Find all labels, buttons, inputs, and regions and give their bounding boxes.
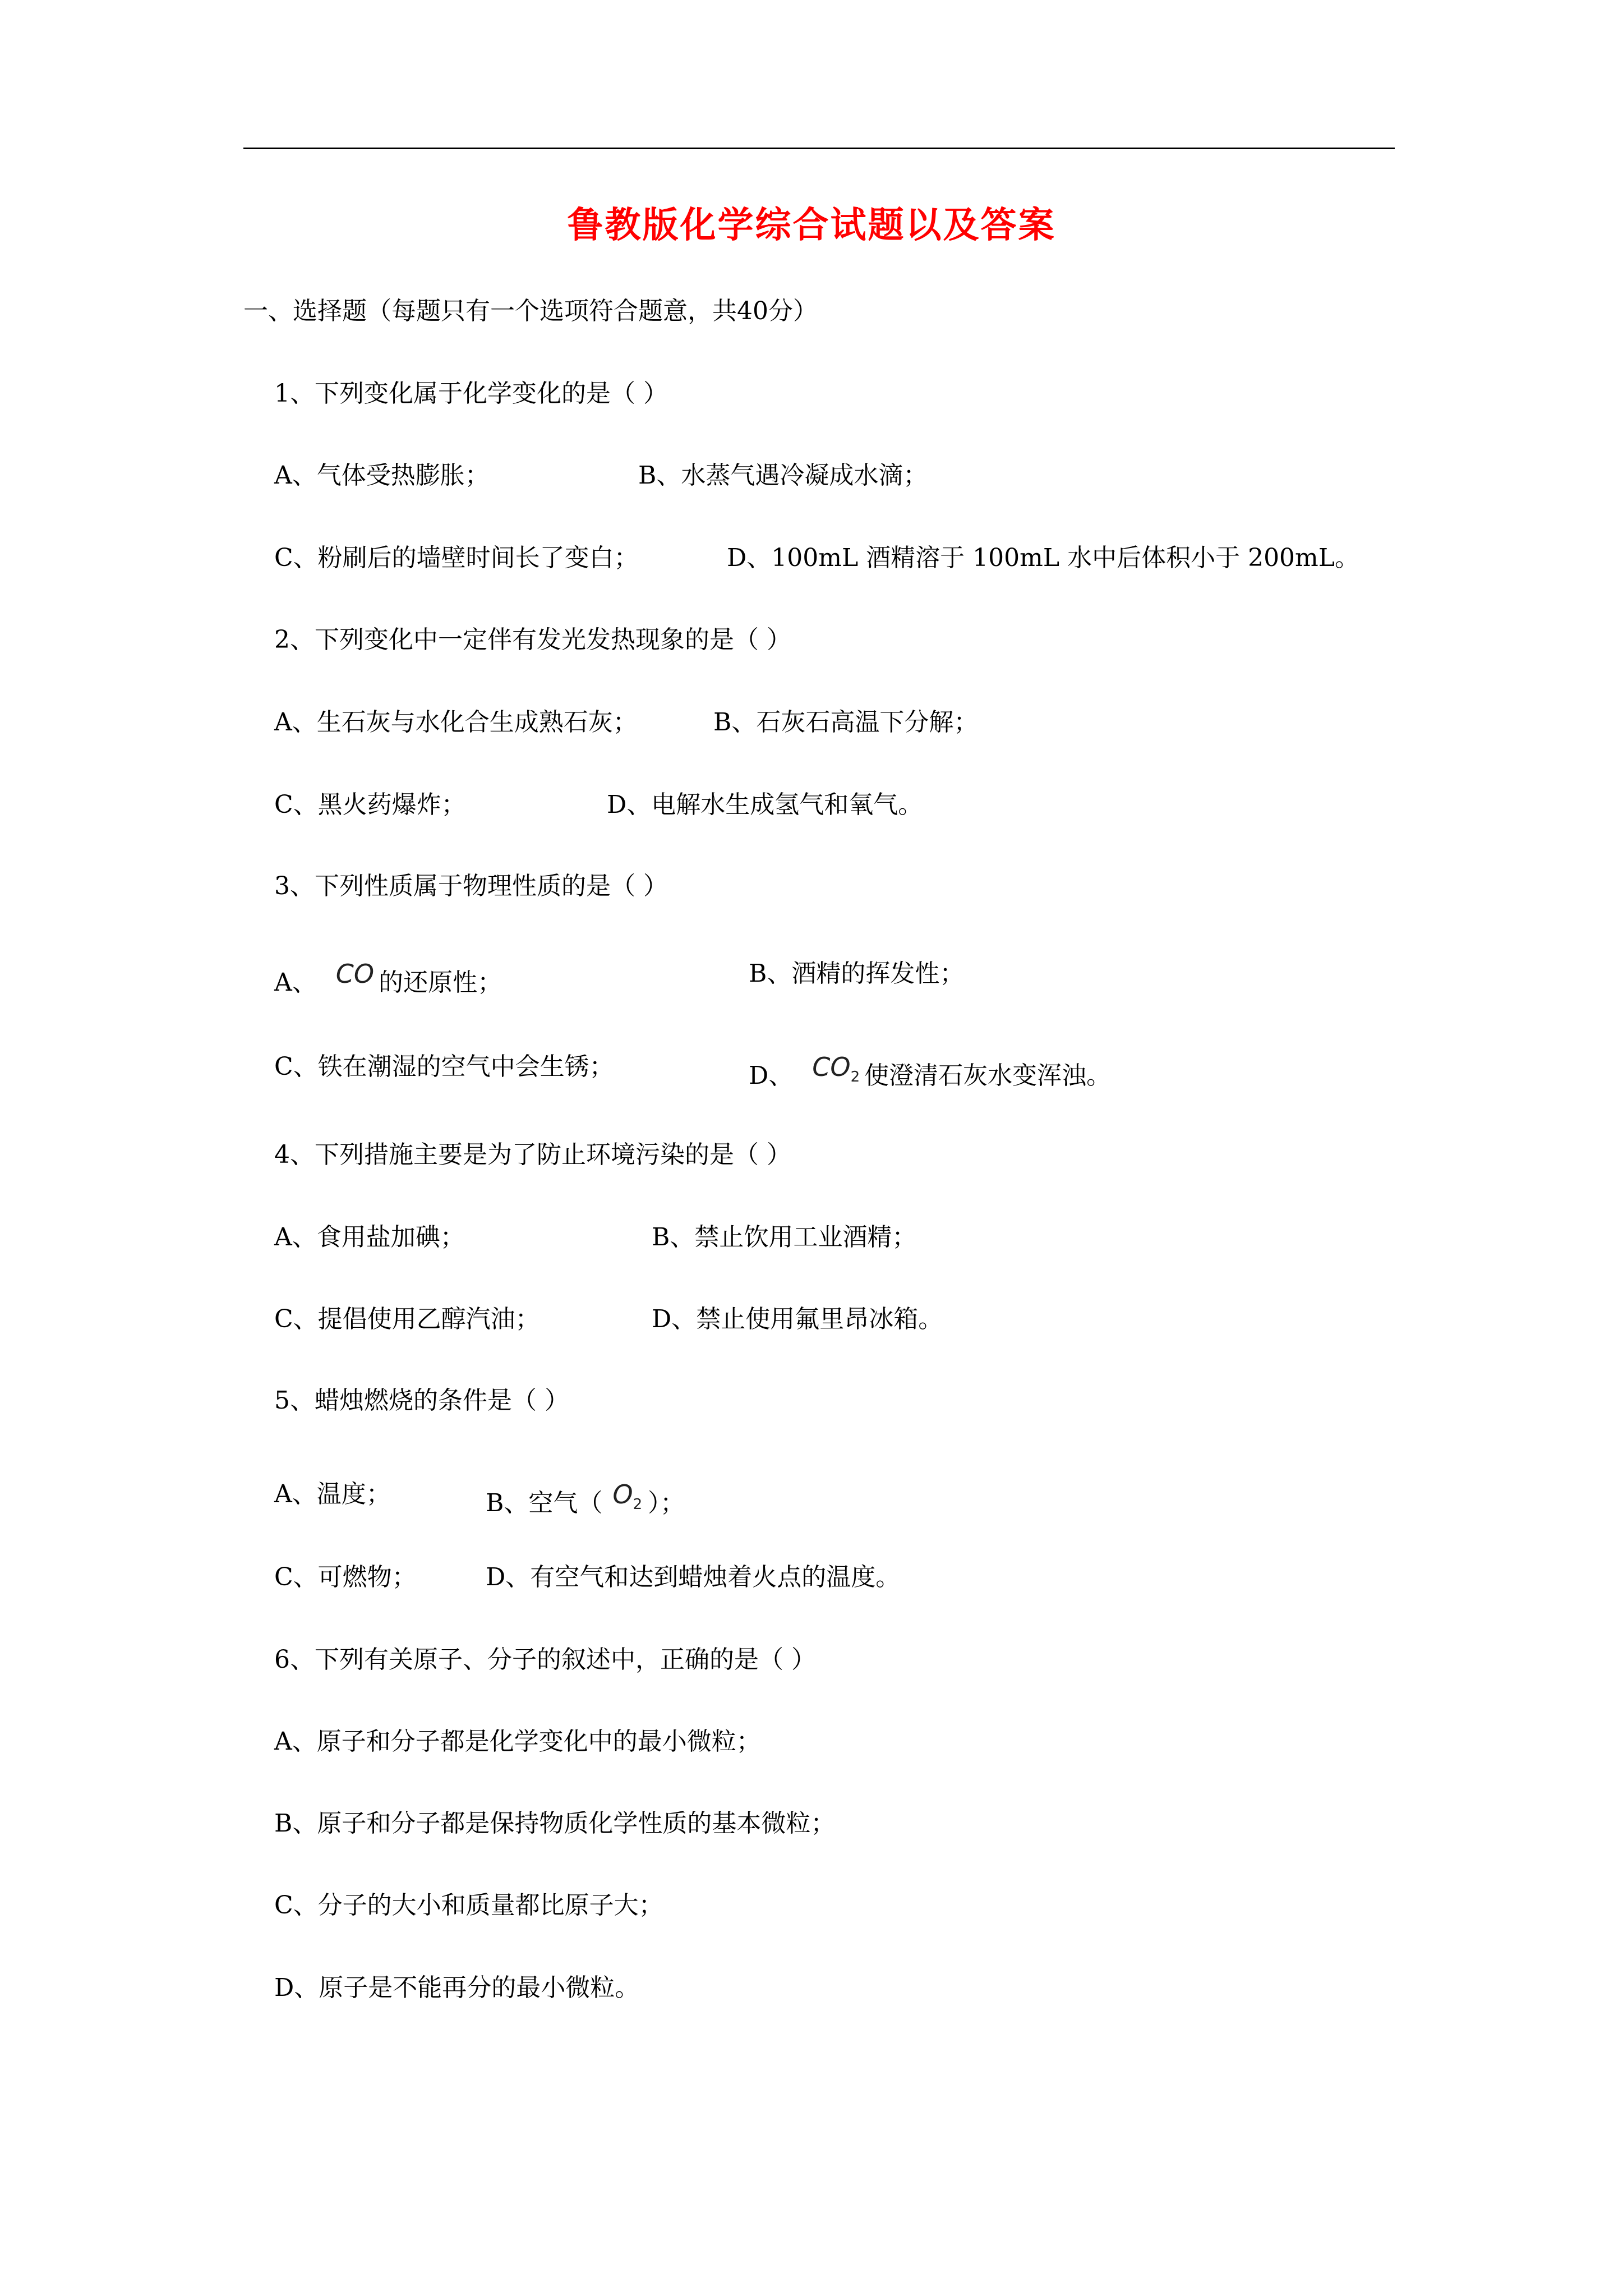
question-3-stem: 3、下列性质属于物理性质的是（ ） [274, 872, 668, 900]
q5-option-b-prefix: B、空气（ [486, 1489, 603, 1517]
q1-option-d: D、100mL 酒精溶于 100mL 水中后体积小于 200mL。 [727, 544, 1359, 572]
q2-option-b: B、石灰石高温下分解； [713, 708, 979, 737]
q5-option-b-suffix: ）； [648, 1489, 685, 1517]
q3-option-a [274, 957, 502, 1000]
header-rule [243, 148, 1395, 149]
q4-option-d: D、禁止使用氟里昂冰箱。 [652, 1305, 943, 1333]
section-heading: 一、选择题（每题只有一个选项符合题意，共40分） [243, 297, 818, 325]
question-4-stem: 4、下列措施主要是为了防止环境污染的是（ ） [274, 1140, 791, 1169]
o2-formula: $O_2$ [612, 1479, 643, 1513]
q1-option-c: C、粉刷后的墙壁时间长了变白； [274, 544, 639, 572]
q2-option-d: D、电解水生成氢气和氧气。 [607, 790, 923, 819]
question-1-stem: 1、下列变化属于化学变化的是（ ） [274, 379, 668, 408]
q6-option-a: A、原子和分子都是化学变化中的最小微粒； [274, 1727, 761, 1756]
q4-option-b: B、禁止饮用工业酒精； [652, 1223, 917, 1251]
q4-option-a: A、食用盐加碘； [274, 1223, 465, 1251]
q3-option-d [749, 1050, 1111, 1094]
q6-option-c: C、分子的大小和质量都比原子大； [274, 1891, 663, 1920]
q2-option-c: C、黑火药爆炸； [274, 790, 466, 819]
q5-option-a: A、温度； [274, 1480, 391, 1508]
q2-option-a: A、生石灰与水化合生成熟石灰； [274, 708, 638, 737]
q1-option-b: B、水蒸气遇冷凝成水滴； [638, 461, 928, 490]
question-5-stem: 5、蜡烛燃烧的条件是（ ） [274, 1386, 569, 1415]
q5-option-d: D、有空气和达到蜡烛着火点的温度。 [486, 1563, 901, 1591]
q5-option-b [486, 1478, 685, 1521]
question-6-stem: 6、下列有关原子、分子的叙述中，正确的是（ ） [274, 1645, 816, 1674]
q6-option-d: D、原子是不能再分的最小微粒。 [274, 1973, 640, 2002]
q3-option-b: B、酒精的挥发性； [749, 959, 965, 988]
q6-option-b: B、原子和分子都是保持物质化学性质的基本微粒； [274, 1809, 836, 1838]
question-2-stem: 2、下列变化中一定伴有发光发热现象的是（ ） [274, 625, 791, 654]
q4-option-c: C、提倡使用乙醇汽油； [274, 1305, 540, 1333]
q5-option-c: C、可燃物； [274, 1563, 417, 1591]
q1-option-a: A、气体受热膨胀； [274, 461, 490, 490]
co-formula: CO [335, 959, 375, 989]
page-title: 鲁教版化学综合试题以及答案 [567, 204, 1056, 246]
q3-option-d-text: 使澄清石灰水变浑浊。 [864, 1061, 1112, 1090]
co2-formula: $CO_2$ [812, 1052, 860, 1086]
q3-option-a-text: 的还原性； [379, 968, 502, 997]
q3-option-d-prefix: D、 [749, 1061, 794, 1090]
q3-option-c: C、铁在潮湿的空气中会生锈； [274, 1052, 614, 1081]
q3-option-a-prefix: A、 [274, 968, 317, 997]
